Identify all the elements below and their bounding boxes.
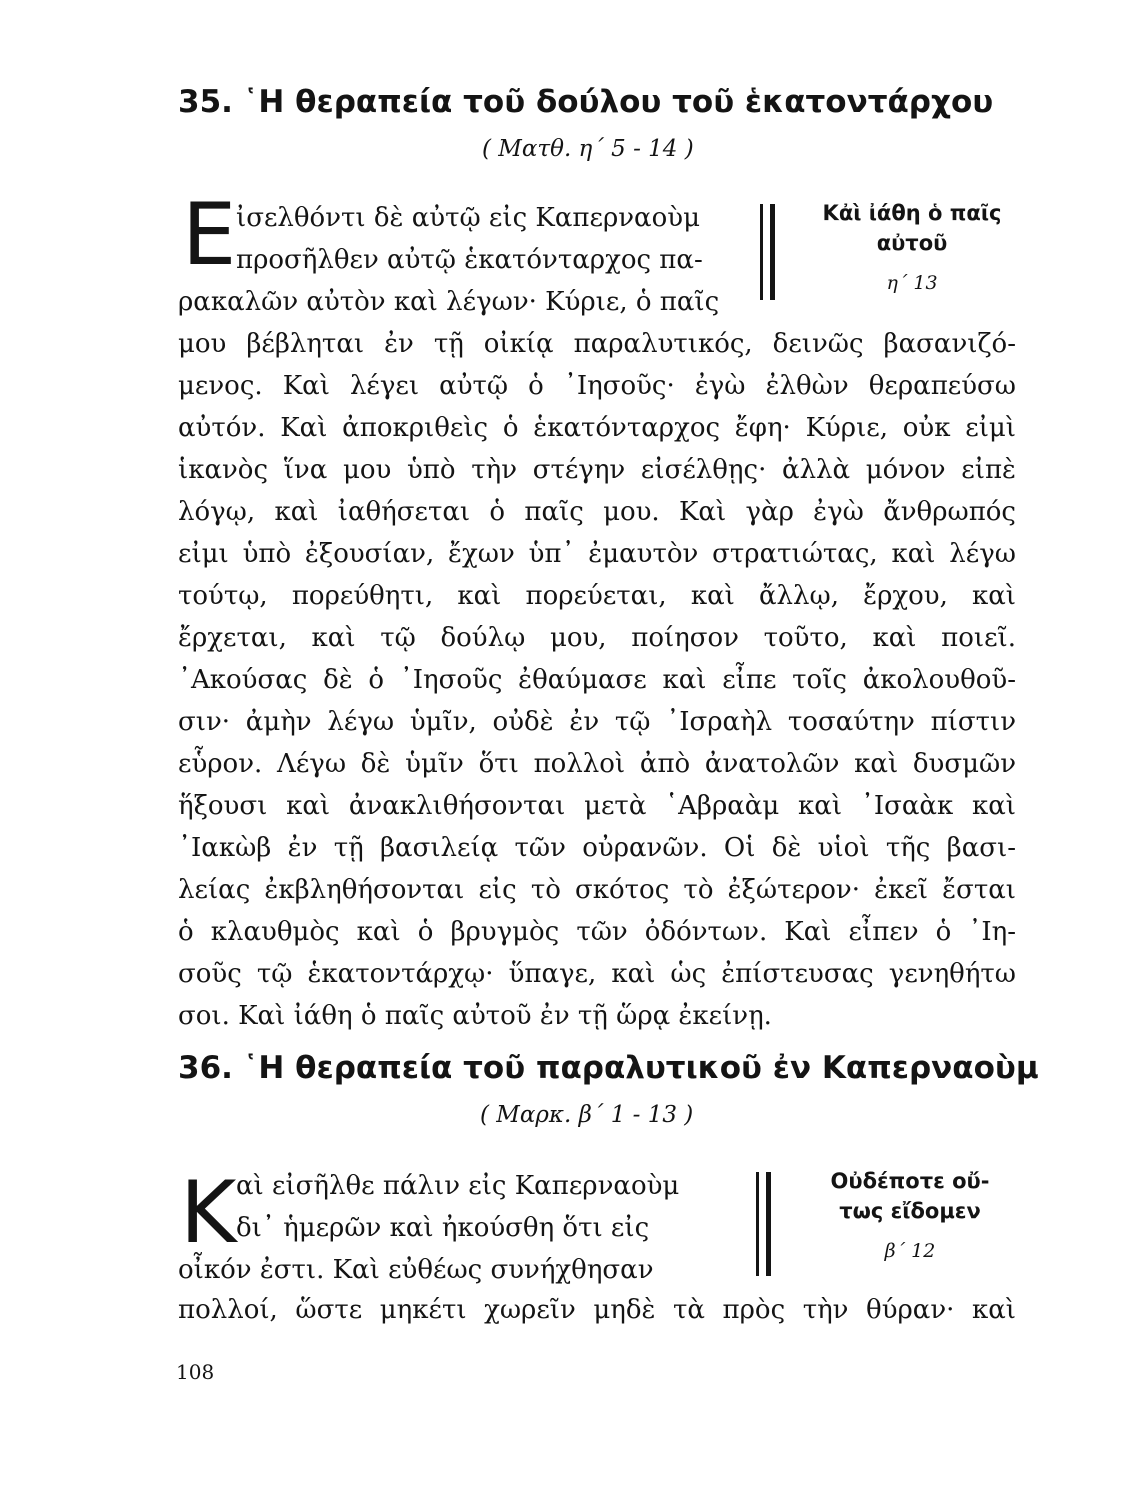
section-35-line-3: ρακαλῶν αὐτὸν καὶ λέγων· Κύριε, ὁ παῖς [178, 287, 720, 317]
section-35-body-line: αὐτόν. Καὶ ἀποκριθεὶς ὁ ἑκατόνταρχος ἔφη· Κύριε, οὐκ εἰμὶ [178, 413, 1016, 443]
section-35-body-line: μενος. Καὶ λέγει αὐτῷ ὁ ᾿Ιησοῦς· ἐγὼ ἐλθὼν θεραπεύσω [178, 371, 1016, 401]
margin-rule-thin [760, 204, 763, 300]
section-35-body-line: ἥξουσι καὶ ἀνακλιθήσονται μετὰ ῾Αβραὰμ καὶ ᾿Ισαὰκ καὶ [178, 791, 1016, 821]
section-35-body-line-last: σοι. Καὶ ἰάθη ὁ παῖς αὐτοῦ ἐν τῇ ὥρᾳ ἐκείνῃ. [178, 1001, 772, 1031]
section-35-body-line: σιν· ἀμὴν λέγω ὑμῖν, οὐδὲ ἐν τῷ ᾿Ισραὴλ τοσαύτην πίστιν [178, 707, 1016, 737]
section-36-title: ῾Η θεραπεία τοῦ παραλυτικοῦ ἐν Καπερναοὺμ [242, 1050, 1039, 1086]
section-35-body-line: εἰμι ὑπὸ ἐξουσίαν, ἔχων ὑπ᾿ ἐμαυτὸν στρατιώτας, καὶ λέγω [178, 539, 1016, 569]
section-36-line-2: δι᾿ ἡμερῶν καὶ ἠκούσθη ὅτι εἰς [236, 1213, 650, 1243]
section-35-body-line: εὗρον. Λέγω δὲ ὑμῖν ὅτι πολλοὶ ἀπὸ ἀνατολῶν καὶ δυσμῶν [178, 749, 1016, 779]
margin-note-line-1: Οὐδέποτε οὔ- [830, 1169, 990, 1193]
section-35-body-line: ᾿Ακούσας δὲ ὁ ᾿Ιησοῦς ἐθαύμασε καὶ εἶπε τοῖς ἀκολουθοῦ- [178, 665, 1016, 695]
margin-note-line-1: Κἀὶ ἰάθη ὁ παῖς [822, 201, 1002, 225]
margin-rule-thin [756, 1172, 759, 1276]
section-35-body-line: σοῦς τῷ ἑκατοντάρχῳ· ὕπαγε, καὶ ὡς ἐπίστευσας γενηθήτω [178, 959, 1016, 989]
section-35-body-line: ἔρχεται, καὶ τῷ δούλῳ μου, ποίησον τοῦτο, καὶ ποιεῖ. [178, 623, 1016, 653]
section-35-line-2: προσῆλθεν αὐτῷ ἑκατόνταρχος πα- [236, 245, 703, 275]
section-35-body-line: λείας ἐκβληθήσονται εἰς τὸ σκότος τὸ ἐξώτερον· ἐκεῖ ἔσται [178, 875, 1016, 905]
section-35-margin-note [797, 198, 1027, 258]
section-36-heading [178, 1048, 1038, 1088]
section-35-drop-cap: Ε [182, 185, 237, 285]
section-36-line-1: αὶ εἰσῆλθε πάλιν εἰς Καπερναοὺμ [236, 1171, 680, 1201]
section-35-line-1: ἰσελθόντι δὲ αὐτῷ εἰς Καπερναοὺμ [236, 203, 700, 233]
section-35-body-line: μου βέβληται ἐν τῇ οἰκίᾳ παραλυτικός, δεινῶς βασανιζό- [178, 329, 1016, 359]
section-35-body-line: ᾿Ιακὼβ ἐν τῇ βασιλείᾳ τῶν οὐρανῶν. Οἱ δὲ υἱοὶ τῆς βασι- [178, 833, 1016, 863]
section-36-margin-note [795, 1166, 1025, 1226]
section-36-number: 36. [178, 1050, 233, 1086]
section-35-body-line: λόγῳ, καὶ ἰαθήσεται ὁ παῖς μου. Καὶ γὰρ ἐγὼ ἄνθρωπός [178, 497, 1016, 527]
section-35-body-line: ὁ κλαυθμὸς καὶ ὁ βρυγμὸς τῶν ὀδόντων. Καὶ εἶπεν ὁ ᾿Ιη- [178, 917, 1016, 947]
section-35-reference: ( Ματθ. η΄ 5 - 14 ) [482, 136, 694, 162]
section-35-number: 35. [178, 84, 233, 120]
margin-rule-thick [770, 204, 775, 300]
margin-rule-thick [766, 1172, 771, 1276]
margin-note-line-2: τως εἴδομεν [839, 1199, 981, 1223]
section-36-body-line: πολλοί, ὥστε μηκέτι χωρεῖν μηδὲ τὰ πρὸς τὴν θύραν· καὶ [178, 1295, 1016, 1325]
section-36-drop-cap: Κ [180, 1163, 237, 1263]
section-36-margin-reference: β΄ 12 [884, 1240, 936, 1262]
section-35-margin-reference: η΄ 13 [886, 272, 938, 294]
page-number: 108 [176, 1360, 215, 1384]
section-35-title: ῾Η θεραπεία τοῦ δούλου τοῦ ἑκατοντάρχου [242, 84, 994, 120]
section-36-reference: ( Μαρκ. β΄ 1 - 13 ) [480, 1102, 694, 1128]
section-35-body-line: ἱκανὸς ἵνα μου ὑπὸ τὴν στέγην εἰσέλθῃς· ἀλλὰ μόνον εἰπὲ [178, 455, 1016, 485]
section-36-line-3: οἶκόν ἐστι. Καὶ εὐθέως συνήχθησαν [178, 1255, 654, 1285]
section-35-heading [178, 82, 1038, 122]
margin-note-line-2: αὐτοῦ [876, 231, 948, 255]
section-35-body-line: τούτῳ, πορεύθητι, καὶ πορεύεται, καὶ ἄλλῳ, ἔρχου, καὶ [178, 581, 1016, 611]
